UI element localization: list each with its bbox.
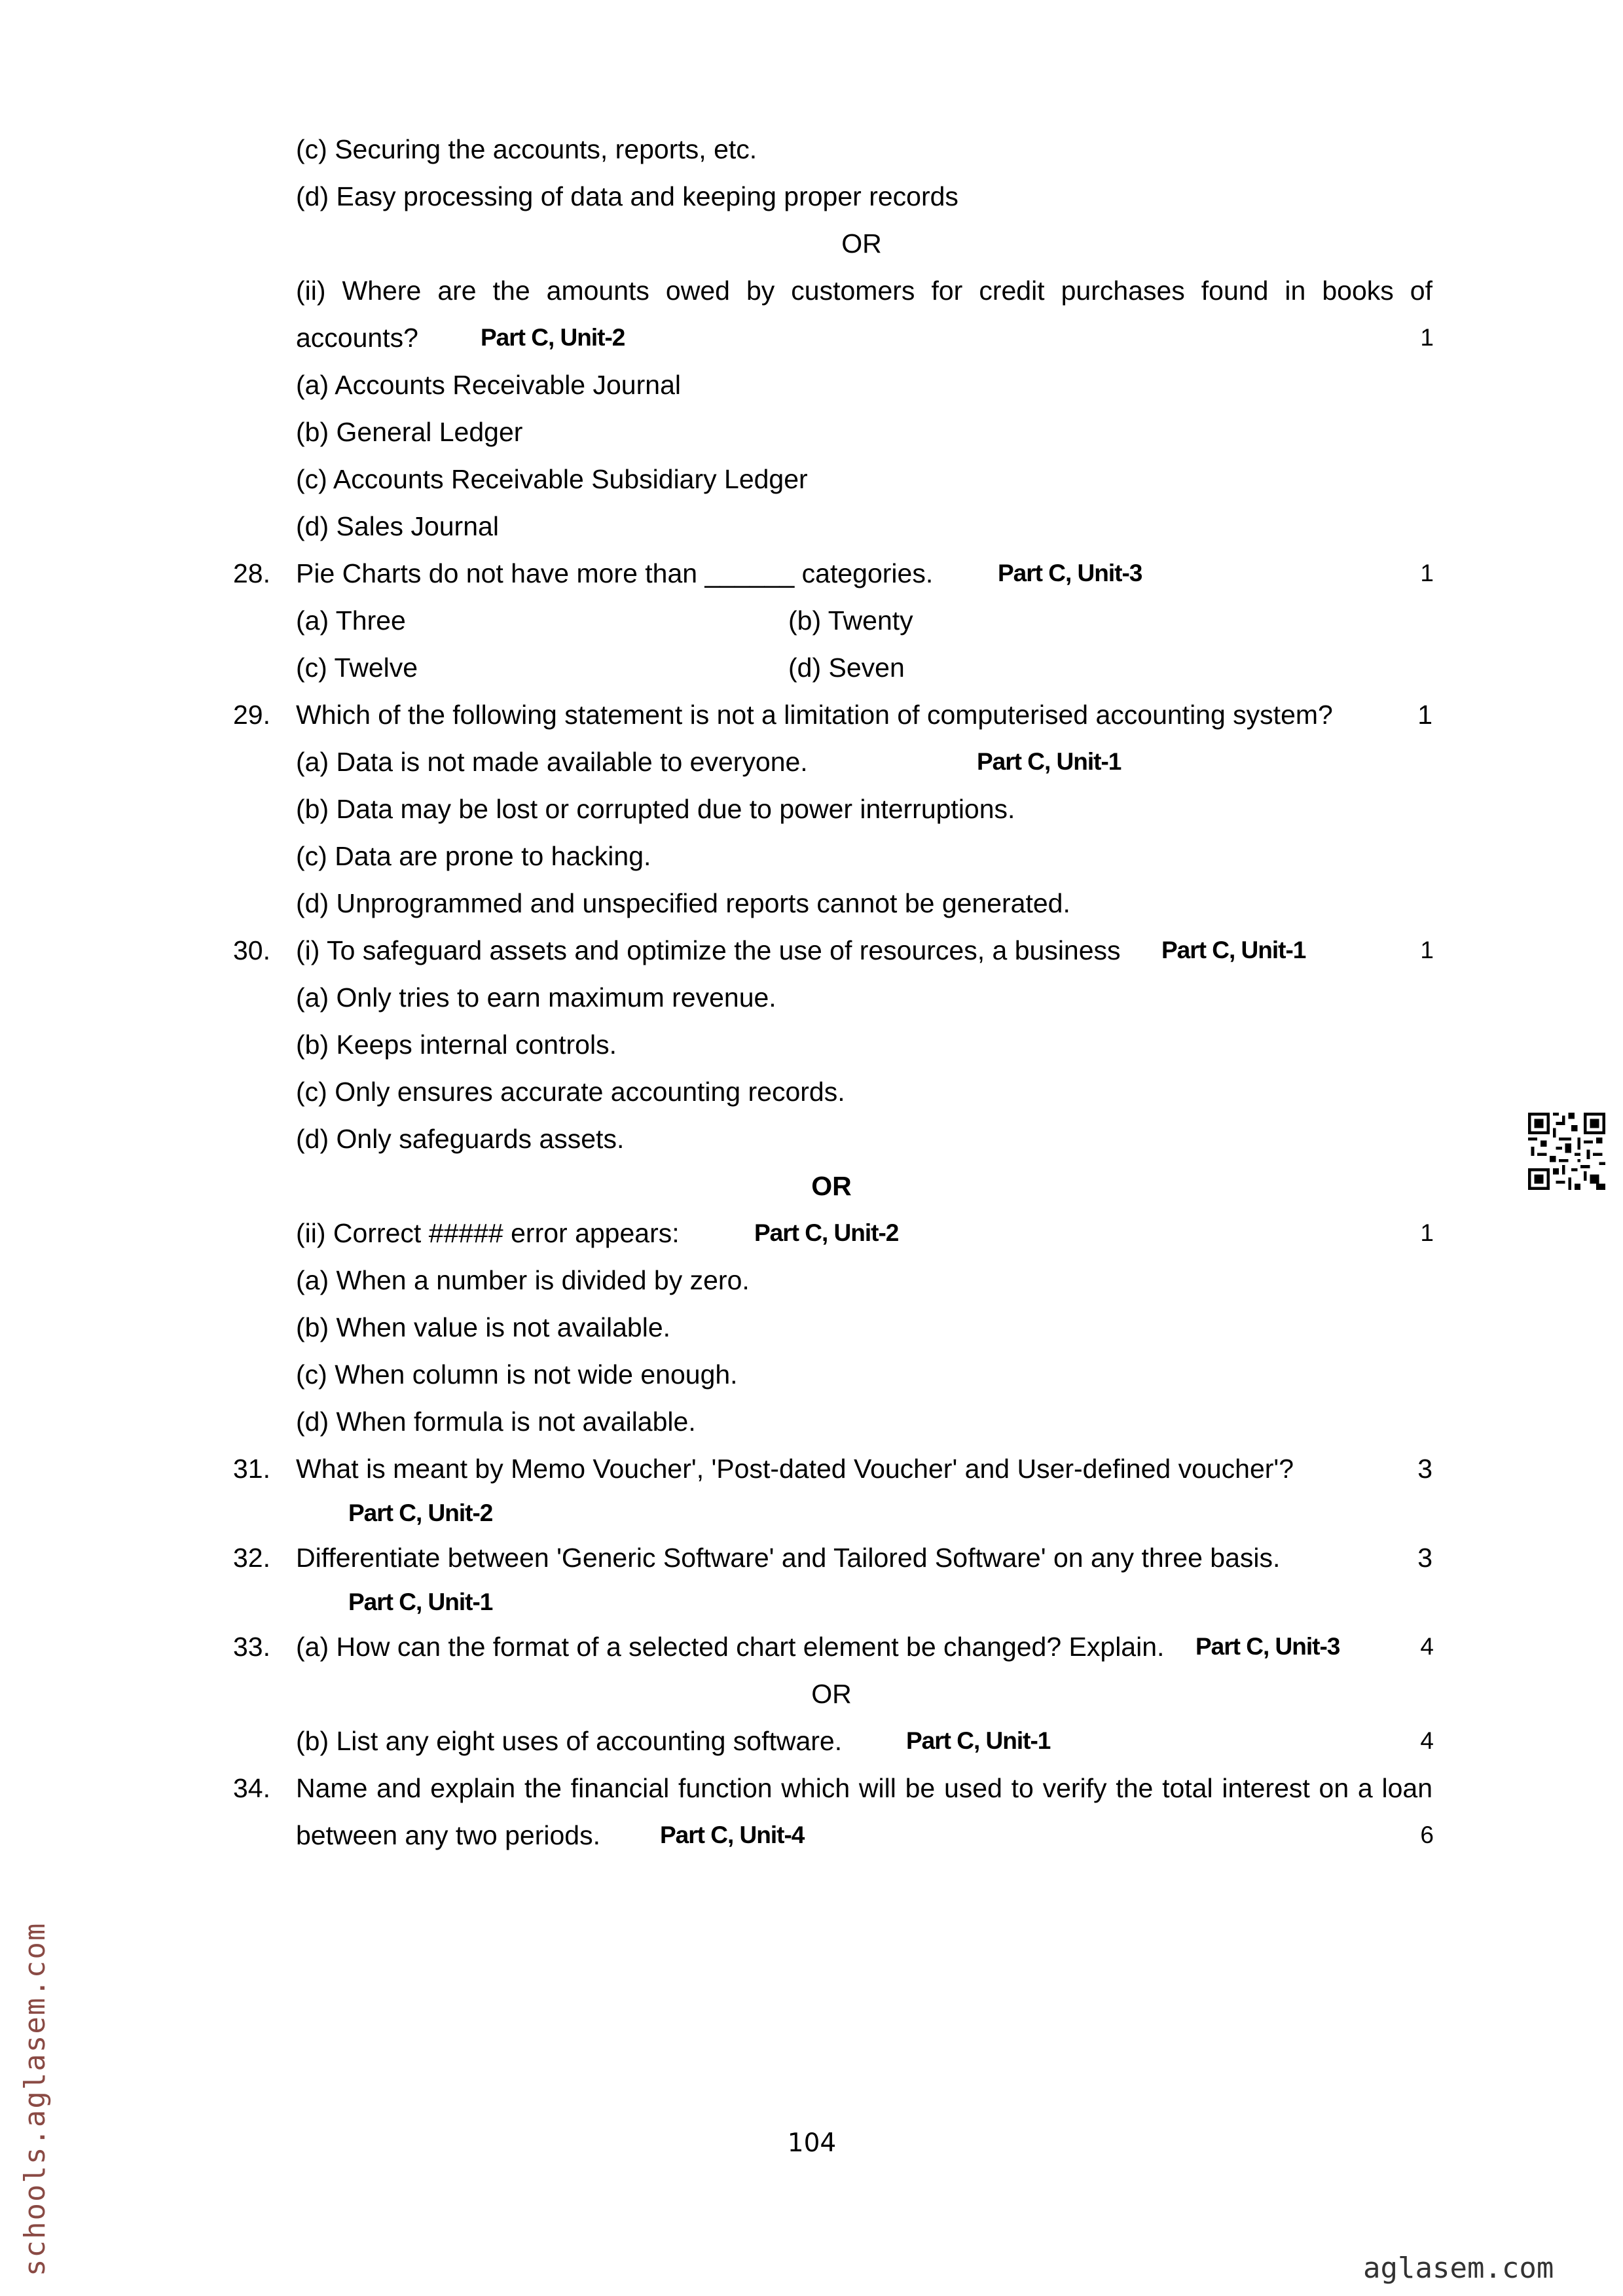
marks: 1 [1417,700,1432,730]
q28-option-c: (c) Twelve [296,653,418,683]
or-separator: OR [841,228,882,259]
q27ii-option-a: (a) Accounts Receivable Journal [296,370,681,400]
q27ii-option-d: (d) Sales Journal [296,511,499,541]
q34-question-line2: between any two periods. [296,1820,600,1850]
q28-option-b: (b) Twenty [788,605,913,636]
q27ii-option-c: (c) Accounts Receivable Subsidiary Ledger [296,464,808,494]
unit-tag: Part C, Unit-3 [1195,1633,1340,1660]
watermark-side: schools.aglasem.com [18,1922,52,2276]
q30-question: (i) To safeguard assets and optimize the use of resources, a business [296,935,1121,965]
q29-option-a: (a) Data is not made available to everyone. [296,747,808,777]
unit-tag: Part C, Unit-2 [348,1499,493,1526]
or-separator: OR [811,1171,852,1201]
unit-tag: Part C, Unit-1 [977,748,1122,775]
q30ii-option-d: (d) When formula is not available. [296,1407,696,1437]
q27ii-question-line2: accounts? [296,323,418,353]
q30-option-a: (a) Only tries to earn maximum revenue. [296,982,776,1013]
unit-tag: Part C, Unit-2 [754,1219,899,1246]
marks: 6 [1420,1821,1434,1848]
question-number-34: 34. [233,1773,270,1803]
question-number-30: 30. [233,935,270,965]
q28-option-d: (d) Seven [788,653,905,683]
unit-tag: Part C, Unit-1 [1161,937,1306,963]
q30-option-b: (b) Keeps internal controls. [296,1030,617,1060]
watermark-bottom: aglasem.com [1363,2251,1554,2285]
marks: 1 [1420,937,1434,963]
marks: 4 [1420,1633,1434,1660]
q30ii-question: (ii) Correct ##### error appears: [296,1218,680,1248]
marks: 1 [1420,560,1434,586]
unit-tag: Part C, Unit-1 [906,1727,1051,1754]
q33a-question: (a) How can the format of a selected chart element be changed? Explain. [296,1632,1165,1662]
q30ii-option-b: (b) When value is not available. [296,1312,671,1342]
marks: 1 [1420,324,1434,351]
q30-option-d: (d) Only safeguards assets. [296,1124,625,1154]
marks: 1 [1420,1219,1434,1246]
marks: 3 [1417,1543,1432,1573]
q28-option-a: (a) Three [296,605,406,636]
qr-code-icon [1528,1113,1605,1190]
marks: 4 [1420,1727,1434,1754]
unit-tag: Part C, Unit-4 [660,1821,805,1848]
q29-option-c: (c) Data are prone to hacking. [296,841,651,871]
q27-option-d: (d) Easy processing of data and keeping proper records [296,181,958,211]
q29-option-b: (b) Data may be lost or corrupted due to power interruptions. [296,794,1015,824]
q28-question: Pie Charts do not have more than ______ categories. [296,558,934,588]
unit-tag: Part C, Unit-2 [481,324,625,351]
q29-option-d: (d) Unprogrammed and unspecified reports cannot be generated. [296,888,1070,918]
question-number-28: 28. [233,558,270,588]
unit-tag: Part C, Unit-3 [998,560,1142,586]
q30-option-c: (c) Only ensures accurate accounting records. [296,1077,845,1107]
question-number-29: 29. [233,700,270,730]
q27ii-question-line1: (ii) Where are the amounts owed by customers for credit purchases found in books of [296,276,1432,306]
page-number: 104 [787,2128,837,2158]
marks: 3 [1417,1454,1432,1484]
q33b-question: (b) List any eight uses of accounting software. [296,1726,843,1756]
unit-tag: Part C, Unit-1 [348,1588,493,1615]
q30ii-option-a: (a) When a number is divided by zero. [296,1265,750,1295]
q31-question: What is meant by Memo Voucher', 'Post-dated Voucher' and User-defined voucher'? [296,1454,1294,1484]
q30ii-option-c: (c) When column is not wide enough. [296,1359,738,1390]
question-number-32: 32. [233,1543,270,1573]
q32-question: Differentiate between 'Generic Software' and Tailored Software' on any three basis. [296,1543,1281,1573]
question-number-33: 33. [233,1632,270,1662]
q27ii-option-b: (b) General Ledger [296,417,523,447]
or-separator: OR [811,1679,852,1709]
question-number-31: 31. [233,1454,270,1484]
q29-question: Which of the following statement is not a limitation of computerised accounting system? [296,700,1333,730]
q27-option-c: (c) Securing the accounts, reports, etc. [296,134,757,164]
q34-question-line1: Name and explain the financial function which will be used to verify the total interest on a loan [296,1773,1432,1803]
